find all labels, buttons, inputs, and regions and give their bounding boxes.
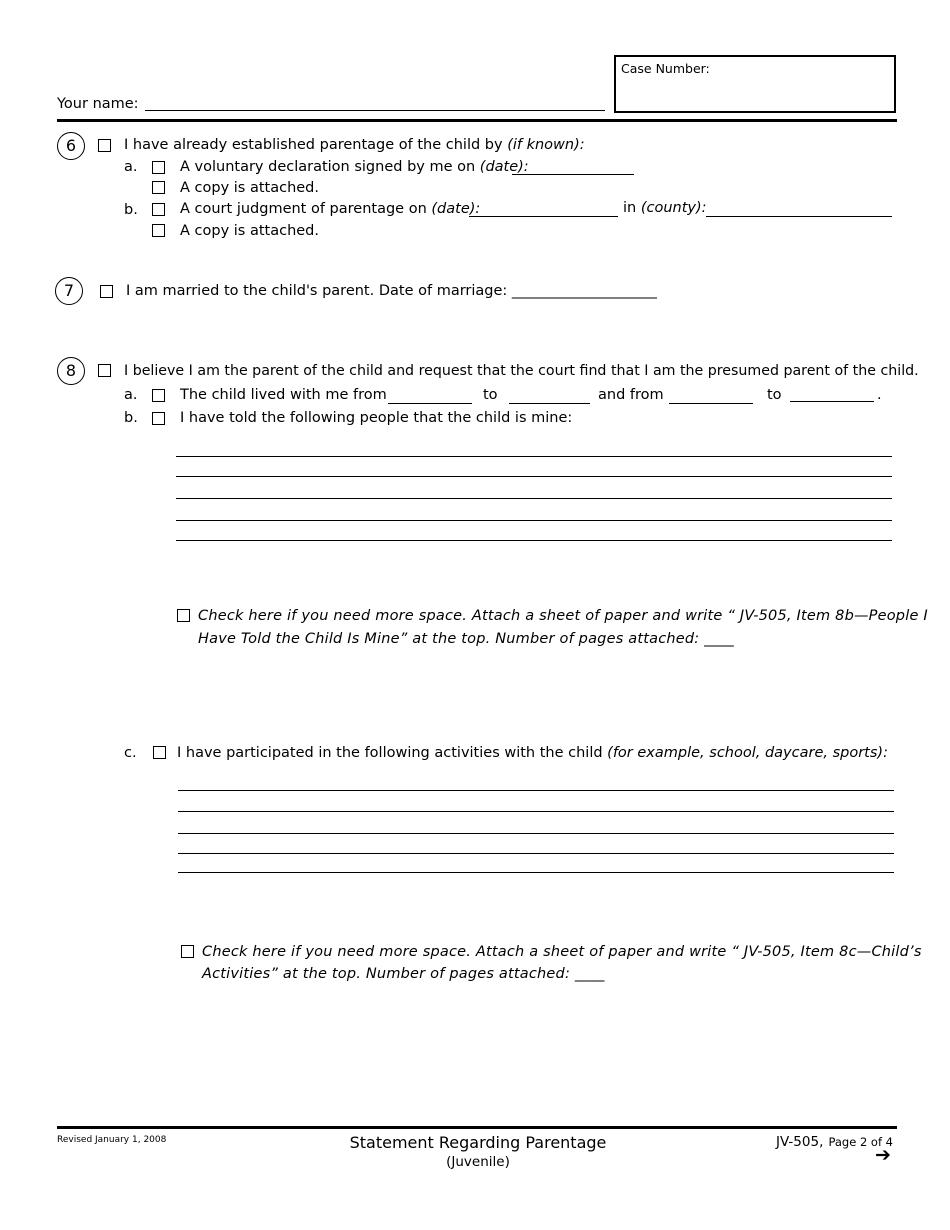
item-8b-letter: b. [124,410,138,426]
item-8b-more-space-text-2: Have Told the Child Is Mine” at the top. Number of pages attached: ____ [198,631,734,647]
item-8c-writing-line[interactable] [178,872,894,873]
item-8c-more-space-text-2: Activities” at the top. Number of pages attached: ____ [202,966,605,982]
item-8c-writing-line[interactable] [178,790,894,791]
your-name-field[interactable] [145,110,605,111]
item-8b-writing-line[interactable] [176,476,892,477]
item-8b-more-space-checkbox[interactable] [177,609,190,622]
item-6b-county-field[interactable] [706,216,892,217]
item-8-text: I believe I am the parent of the child and request that the court find that I am the presumed parent of the child. [124,363,919,379]
footer-form-id: JV-505, Page 2 of 4 [776,1134,893,1150]
item-8a-to-2: to [767,387,782,403]
item-6-text: I have already established parentage of the child by (if known): [124,137,585,153]
item-6b-letter: b. [124,202,138,218]
item-6a-text: A voluntary declaration signed by me on (date): [180,159,529,175]
item-8a-and-from: and from [598,387,664,403]
item-8c-text: I have participated in the following activities with the child (for example, school, daycare, sports): [177,745,888,761]
item-8c-checkbox[interactable] [153,746,166,759]
item-8a-to-field-2[interactable] [790,401,874,402]
item-8b-checkbox[interactable] [152,412,165,425]
item-8c-writing-line[interactable] [178,833,894,834]
case-number-label: Case Number: [621,61,710,76]
next-page-arrow-icon: ➔ [875,1144,891,1166]
item-8a-from-field-2[interactable] [669,403,753,404]
item-8a-to-field-1[interactable] [509,403,590,404]
item-8b-writing-line[interactable] [176,456,892,457]
header-divider [57,119,897,122]
item-8a-from-field-1[interactable] [388,403,472,404]
item-6a-copy-checkbox[interactable] [152,181,165,194]
item-8c-letter: c. [124,745,137,761]
item-8a-text: The child lived with me from [180,387,387,403]
item-6a-letter: a. [124,159,138,175]
item-6b-in-label: in (county): [623,200,707,216]
item-6a-checkbox[interactable] [152,161,165,174]
your-name-label: Your name: [57,96,139,112]
item-7-checkbox[interactable] [100,285,113,298]
item-8b-writing-line[interactable] [176,540,892,541]
item-6b-checkbox[interactable] [152,203,165,216]
item-6b-copy-checkbox[interactable] [152,224,165,237]
item-8a-checkbox[interactable] [152,389,165,402]
item-8a-letter: a. [124,387,138,403]
item-8c-writing-line[interactable] [178,853,894,854]
item-8b-text: I have told the following people that the child is mine: [180,410,573,426]
item-8a-to-1: to [483,387,498,403]
item-8c-more-space-checkbox[interactable] [181,945,194,958]
footer-divider [57,1126,897,1129]
item-6b-date-field[interactable] [469,216,618,217]
item-6-number: 6 [57,132,85,160]
item-8b-writing-line[interactable] [176,520,892,521]
item-6b-text: A court judgment of parentage on (date): [180,201,481,217]
footer-subtitle: (Juvenile) [446,1154,510,1170]
item-6-checkbox[interactable] [98,139,111,152]
item-7-number: 7 [55,277,83,305]
item-6a-date-field[interactable] [512,174,634,175]
item-7-text: I am married to the child's parent. Date of marriage: ____________________ [126,283,657,299]
item-8-checkbox[interactable] [98,364,111,377]
item-8a-period: . [877,387,882,403]
item-8c-more-space-text: Check here if you need more space. Attach a sheet of paper and write “ JV-505, Item 8c—Child’s [202,944,922,960]
item-8b-more-space-text: Check here if you need more space. Attach a sheet of paper and write “ JV-505, Item 8b—People I [198,608,928,624]
item-8-number: 8 [57,357,85,385]
case-number-box[interactable] [614,55,896,113]
revised-date: Revised January 1, 2008 [57,1135,167,1145]
item-8b-writing-line[interactable] [176,498,892,499]
item-6b-copy-text: A copy is attached. [180,223,319,239]
item-6a-copy-text: A copy is attached. [180,180,319,196]
footer-title: Statement Regarding Parentage [349,1133,607,1152]
item-8c-writing-line[interactable] [178,811,894,812]
